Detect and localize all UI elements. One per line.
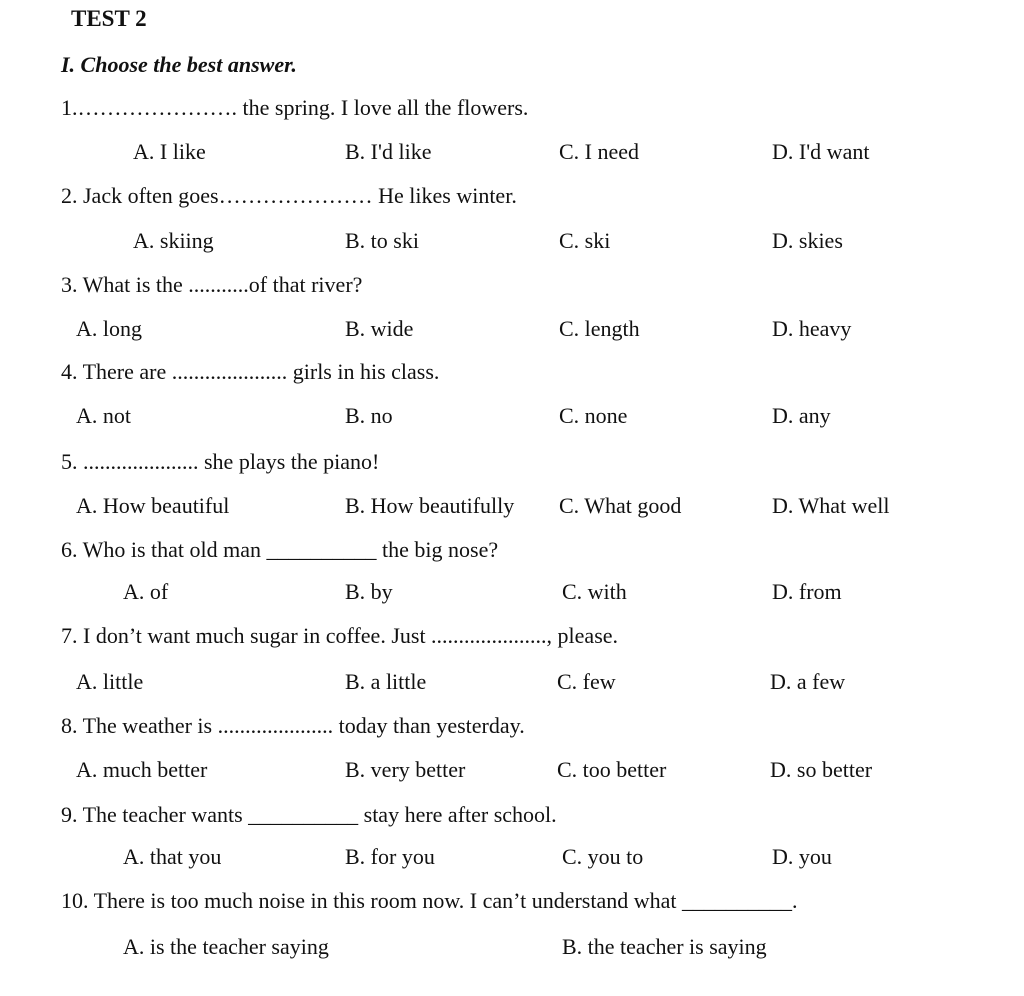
question-2-text: 2. Jack often goes………………… He likes winter.	[61, 183, 517, 208]
q7-option-c: C. few	[557, 669, 616, 694]
section-heading: I. Choose the best answer.	[61, 52, 297, 77]
q6-option-a: A. of	[123, 579, 169, 604]
q9-option-a: A. that you	[123, 844, 222, 869]
question-3-text: 3. What is the ...........of that river?	[61, 272, 363, 297]
q9-option-c: C. you to	[562, 844, 644, 869]
question-1-text: 1.…………………. the spring. I love all the flowers.	[61, 95, 529, 120]
q6-option-d: D. from	[772, 579, 842, 604]
q8-option-a: A. much better	[76, 757, 208, 782]
question-7-text: 7. I don’t want much sugar in coffee. Just ....................., please.	[61, 623, 619, 648]
q4-option-d: D. any	[772, 403, 831, 428]
q6-option-c: C. with	[562, 579, 627, 604]
q2-option-b: B. to ski	[345, 228, 419, 253]
q5-option-b: B. How beautifully	[345, 493, 515, 518]
question-10-text: 10. There is too much noise in this room now. I can’t understand what __________.	[61, 888, 798, 913]
question-8-text: 8. The weather is ..................... today than yesterday.	[61, 713, 525, 738]
question-9-text: 9. The teacher wants __________ stay here after school.	[61, 802, 557, 827]
q7-option-d: D. a few	[770, 669, 846, 694]
q1-option-c: C. I need	[559, 139, 640, 164]
q3-option-d: D. heavy	[772, 316, 852, 341]
question-6-text: 6. Who is that old man __________ the big nose?	[61, 537, 499, 562]
q1-option-d: D. I'd want	[772, 139, 870, 164]
q3-option-a: A. long	[76, 316, 142, 341]
q4-option-a: A. not	[76, 403, 131, 428]
q9-option-b: B. for you	[345, 844, 435, 869]
q10-option-a: A. is the teacher saying	[123, 934, 329, 959]
test-title: TEST 2	[71, 6, 147, 31]
q1-option-b: B. I'd like	[345, 139, 432, 164]
q3-option-b: B. wide	[345, 316, 414, 341]
q10-option-b: B. the teacher is saying	[562, 934, 767, 959]
q2-option-d: D. skies	[772, 228, 843, 253]
q7-option-a: A. little	[76, 669, 144, 694]
q6-option-b: B. by	[345, 579, 393, 604]
q9-option-d: D. you	[772, 844, 832, 869]
q3-option-c: C. length	[559, 316, 640, 341]
q5-option-c: C. What good	[559, 493, 682, 518]
q4-option-b: B. no	[345, 403, 393, 428]
q5-option-d: D. What well	[772, 493, 890, 518]
q1-option-a: A. I like	[133, 139, 206, 164]
q4-option-c: C. none	[559, 403, 628, 428]
question-4-text: 4. There are ..................... girls in his class.	[61, 359, 440, 384]
q2-option-c: C. ski	[559, 228, 611, 253]
question-5-text: 5. ..................... she plays the piano!	[61, 449, 380, 474]
q8-option-b: B. very better	[345, 757, 466, 782]
q7-option-b: B. a little	[345, 669, 427, 694]
q5-option-a: A. How beautiful	[76, 493, 230, 518]
q8-option-d: D. so better	[770, 757, 873, 782]
q2-option-a: A. skiing	[133, 228, 214, 253]
q8-option-c: C. too better	[557, 757, 667, 782]
